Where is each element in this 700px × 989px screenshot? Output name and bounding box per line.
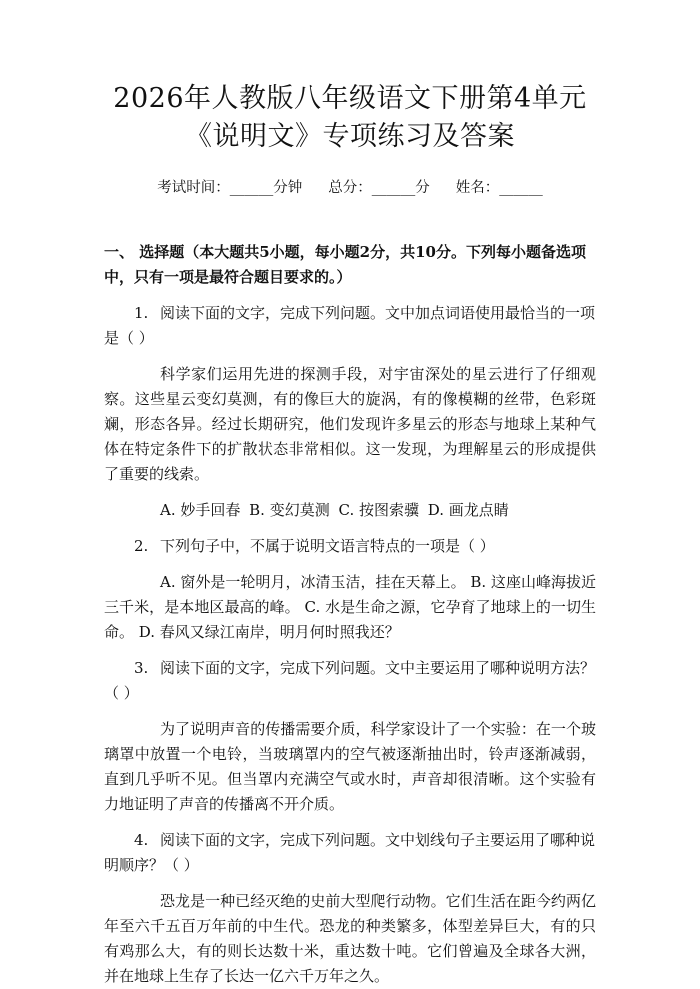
question-options: A. 窗外是一轮明月，冰清玉洁，挂在天幕上。 B. 这座山峰海拔近三千米，是本地区最高的峰。 C. 水是生命之源，它孕育了地球上的一切生命。 D. 春风又绿江南岸，明月何时照我还？	[104, 573, 596, 641]
question-passage: 科学家们运用先进的探测手段，对宇宙深处的星云进行了仔细观察。这些星云变幻莫测，有的像巨大的旋涡，有的像模糊的丝带，色彩斑斓，形态各异。经过长期研究，他们发现许多星云的形态与地球上某种气体在特定条件下的扩散状态非常相似。这一发现，为理解星云的形成提供了重要的线索。	[104, 365, 596, 483]
option-d: D. 画龙点睛	[427, 501, 509, 519]
exam-name: 姓名：______	[455, 180, 543, 196]
question-stem	[104, 534, 596, 559]
question-number: 2.	[134, 537, 149, 555]
question-passage: 为了说明声音的传播需要介质，科学家设计了一个实验：在一个玻璃罩中放置一个电铃，当玻璃罩内的空气被逐渐抽出时，铃声逐渐减弱，直到几乎听不见。但当罩内充满空气或水时，声音却很清晰。这个实验有力地证明了声音的传播离不开介质。	[104, 720, 596, 813]
question-number: 1.	[134, 304, 149, 322]
question-options	[104, 498, 596, 523]
exam-time: 考试时间：______分钟	[157, 180, 303, 196]
question-text: 阅读下面的文字，完成下列问题。文中划线句子主要运用了哪种说明顺序？（ ）	[104, 831, 596, 874]
question-text: 下列句子中，不属于说明文语言特点的一项是（ ）	[160, 537, 495, 555]
option-c: C. 按图索骥	[338, 501, 419, 519]
question-stem	[104, 828, 596, 878]
option-b: B. 变幻莫测	[249, 501, 330, 519]
question-stem	[104, 656, 596, 706]
option-a: A. 妙手回春	[160, 501, 241, 519]
document-title: 2026年人教版八年级语文下册第4单元《说明文》专项练习及答案	[113, 83, 587, 152]
question-text: 阅读下面的文字，完成下列问题。文中主要运用了哪种说明方法？（ ）	[104, 659, 596, 702]
question-passage: 恐龙是一种已经灭绝的史前大型爬行动物。它们生活在距今约两亿年至六千五百万年前的中生代。恐龙的种类繁多，体型差异巨大，有的只有鸡那么大，有的则长达数十米，重达数十吨。它们曾遍及全球各大洲，并在地球上生存了长达一亿六千万年之久。	[104, 892, 596, 985]
question-number: 4.	[134, 831, 149, 849]
question-number: 3.	[134, 659, 149, 677]
exam-score: 总分：______分	[328, 180, 430, 196]
question-text: 阅读下面的文字，完成下列问题。文中加点词语使用最恰当的一项是（ ）	[104, 304, 596, 347]
exam-info	[104, 178, 596, 198]
section-heading: 一、 选择题（本大题共5小题，每小题2分，共10分。下列每小题备选项中，只有一项是最符合题目要求的。）	[104, 243, 586, 286]
question-stem	[104, 301, 596, 351]
